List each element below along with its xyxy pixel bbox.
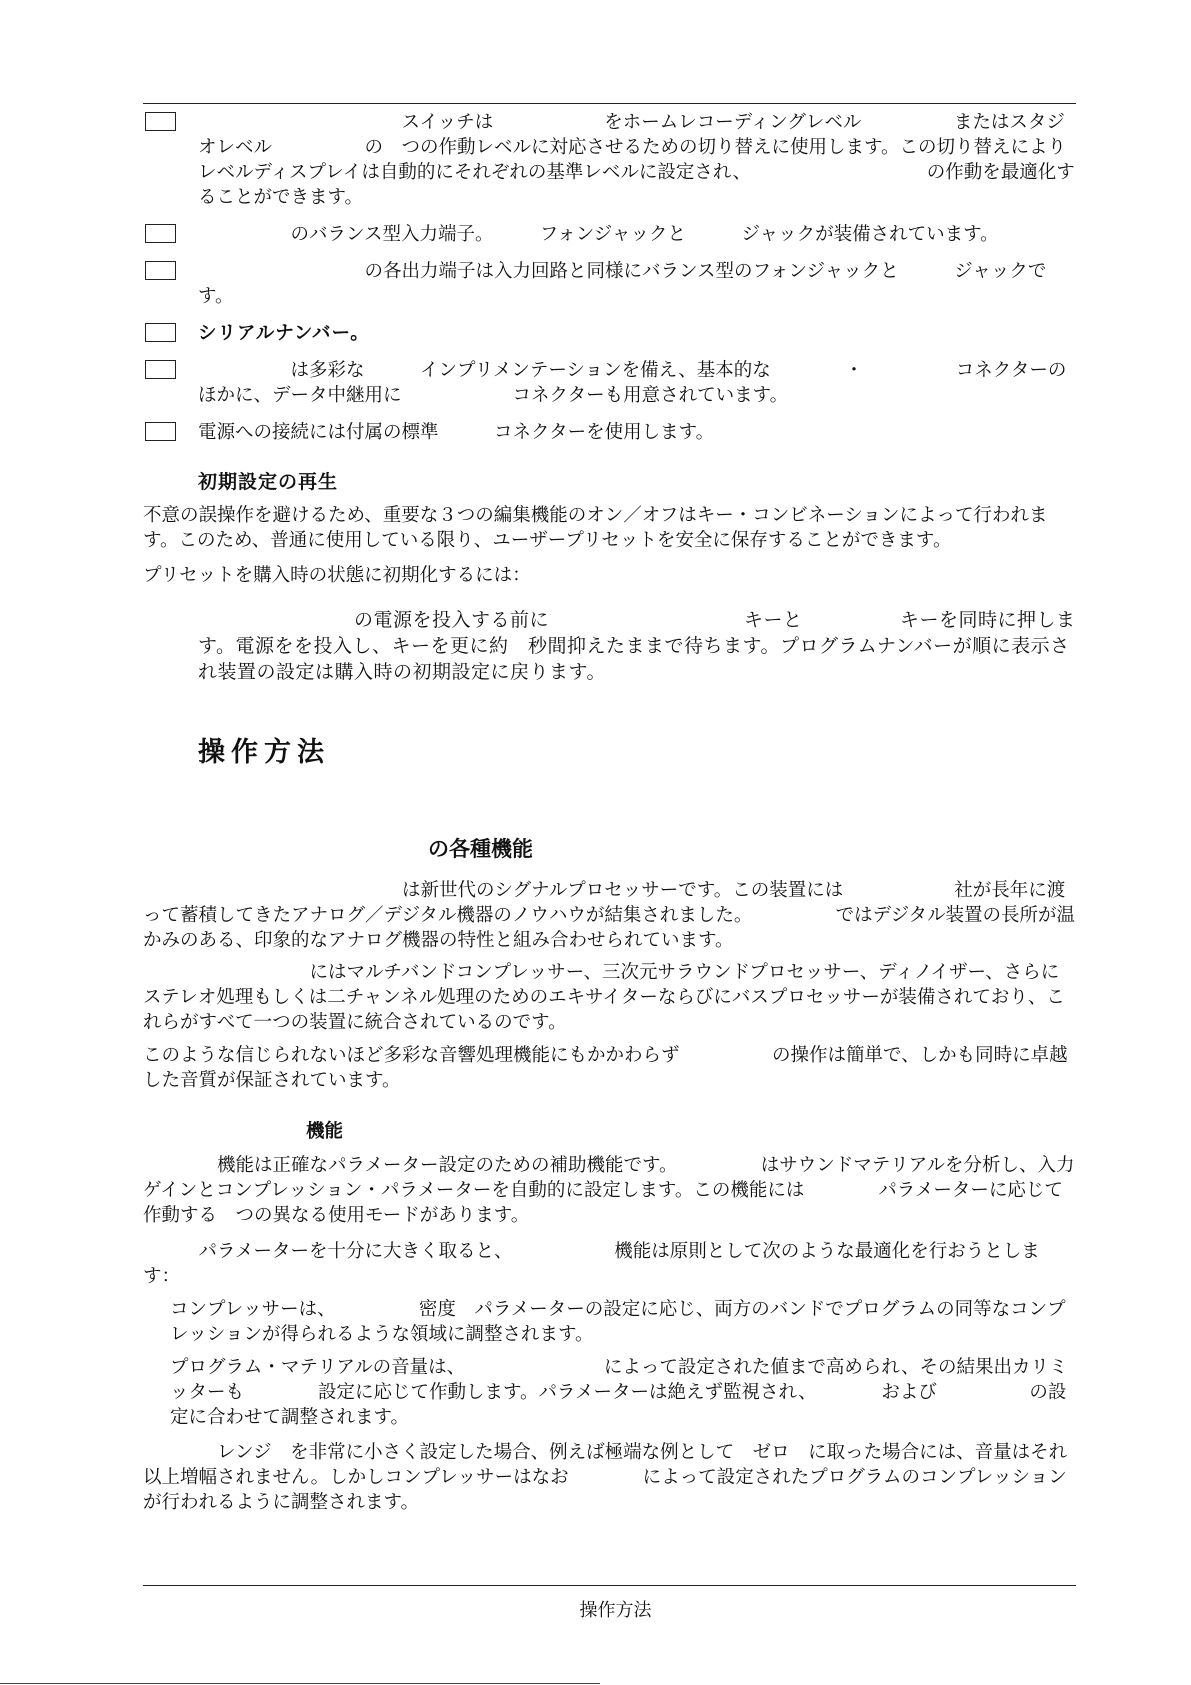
reset-intro: プリセットを購入時の状態に初期化するには：: [143, 565, 531, 586]
footer-label: 操作方法: [579, 1600, 652, 1621]
callout-box: [145, 360, 176, 379]
list-item: シリアルナンバー。: [143, 321, 1076, 346]
callout-box: [145, 422, 176, 441]
list-item: 電源への接続には付属の標準 コネクターを使用します。: [143, 420, 1076, 445]
top-rule: [143, 103, 1076, 104]
callout-box: [145, 323, 176, 342]
list-item: の各出力端子は入力回路と同様にバランス型のフォンジャックと ジャックです。: [143, 259, 1076, 309]
list-item: スイッチは をホームレコーディングレベル またはスタジオレベル の つの作動レベルに対応させるための切り替えに使用します。この切り替えによりレベルディスプレイは自動的にそれぞれの基準レベルに設定され、 の作動を最適化することができます。: [143, 110, 1076, 210]
functions-paragraph: このような信じられないほど多彩な音響処理機能にもかかわらず の操作は簡単で、しかも同時に卓越した音質が保証されています。: [143, 1045, 1068, 1091]
callout-box: [145, 261, 176, 280]
list-item: のバランス型入力端子。 フォンジャックと ジャックが装備されています。: [143, 222, 1076, 247]
callout-box: [145, 112, 176, 131]
feature-paragraph: レンジ を非常に小さく設定した場合、例えば極端な例として ゼロ に取った場合には、音量はそれ以上増幅されません。しかしコンプレッサーはなお によって設定されたプログラムのコンプレッションが行われるように調整されます。: [143, 1442, 1068, 1513]
feature-subparagraph: プログラム・マテリアルの音量は、 によって設定された値まで高められ、その結果出カリミッターも 設定に応じて作動します。パラメーターは絶えず監視され、 および の設定に合わせて調整されます。: [170, 1357, 1068, 1428]
feature-heading: 機能: [306, 1121, 344, 1142]
bottom-rule: [143, 1585, 1076, 1586]
reset-heading: 初期設定の再生: [198, 471, 339, 493]
list-item: は多彩な インプリメンテーションを備え、基本的な ・ コネクターのほかに、データ中継用に コネクターも用意されています。: [143, 358, 1076, 408]
feature-paragraph: 機能は正確なパラメーター設定のための補助機能です。 はサウンドマテリアルを分析し、入力ゲインとコンプレッション・パラメーターを自動的に設定します。この機能には パラメーターに応じて作動する つの異なる使用モードがあります。: [143, 1155, 1075, 1226]
scan-edge-line: [0, 1683, 600, 1684]
functions-heading: の各種機能: [428, 837, 533, 861]
reset-step: の電源を投入する前に キーと キーを同時に押します。電源をを投入し、キーを更に約 秒間抑えたままで待ちます。プログラムナンバーが順に表示され装置の設定は購入時の初期設定に戻ります。: [198, 609, 1076, 683]
callout-box: [145, 224, 176, 243]
functions-paragraph: にはマルチバンドコンプレッサー、三次元サラウンドプロセッサー、ディノイザー、さらにステレオ処理もしくは二チャンネル処理のためのエキサイターならびにバスプロセッサーが装備されており、これらがすべて一つの装置に統合されているのです。: [143, 962, 1065, 1033]
section-title: 操作方法: [198, 737, 330, 768]
feature-subparagraph: コンプレッサーは、 密度 パラメーターの設定に応じ、両方のバンドでプログラムの同等なコンプレッションが得られるような領域に調整されます。: [170, 1299, 1066, 1345]
page-footer: [0, 1596, 1191, 1622]
rear-panel-item-list: [143, 110, 1076, 457]
reset-paragraph: 不意の誤操作を避けるため、重要な３つの編集機能のオン／オフはキー・コンビネーションによって行われます。このため、普通に使用している限り、ユーザープリセットを安全に保存することができます。: [143, 505, 1048, 551]
feature-paragraph: パラメーターを十分に大きく取ると、 機能は原則として次のような最適化を行おうとします：: [143, 1241, 1040, 1287]
functions-paragraph: は新世代のシグナルプロセッサーです。この装置には 社が長年に渡って蓄積してきたアナログ／デジタル機器のノウハウが結集されました。 ではデジタル装置の長所が温かみのある、印象的なアナログ機器の特性と組み合わせられています。: [143, 880, 1076, 951]
